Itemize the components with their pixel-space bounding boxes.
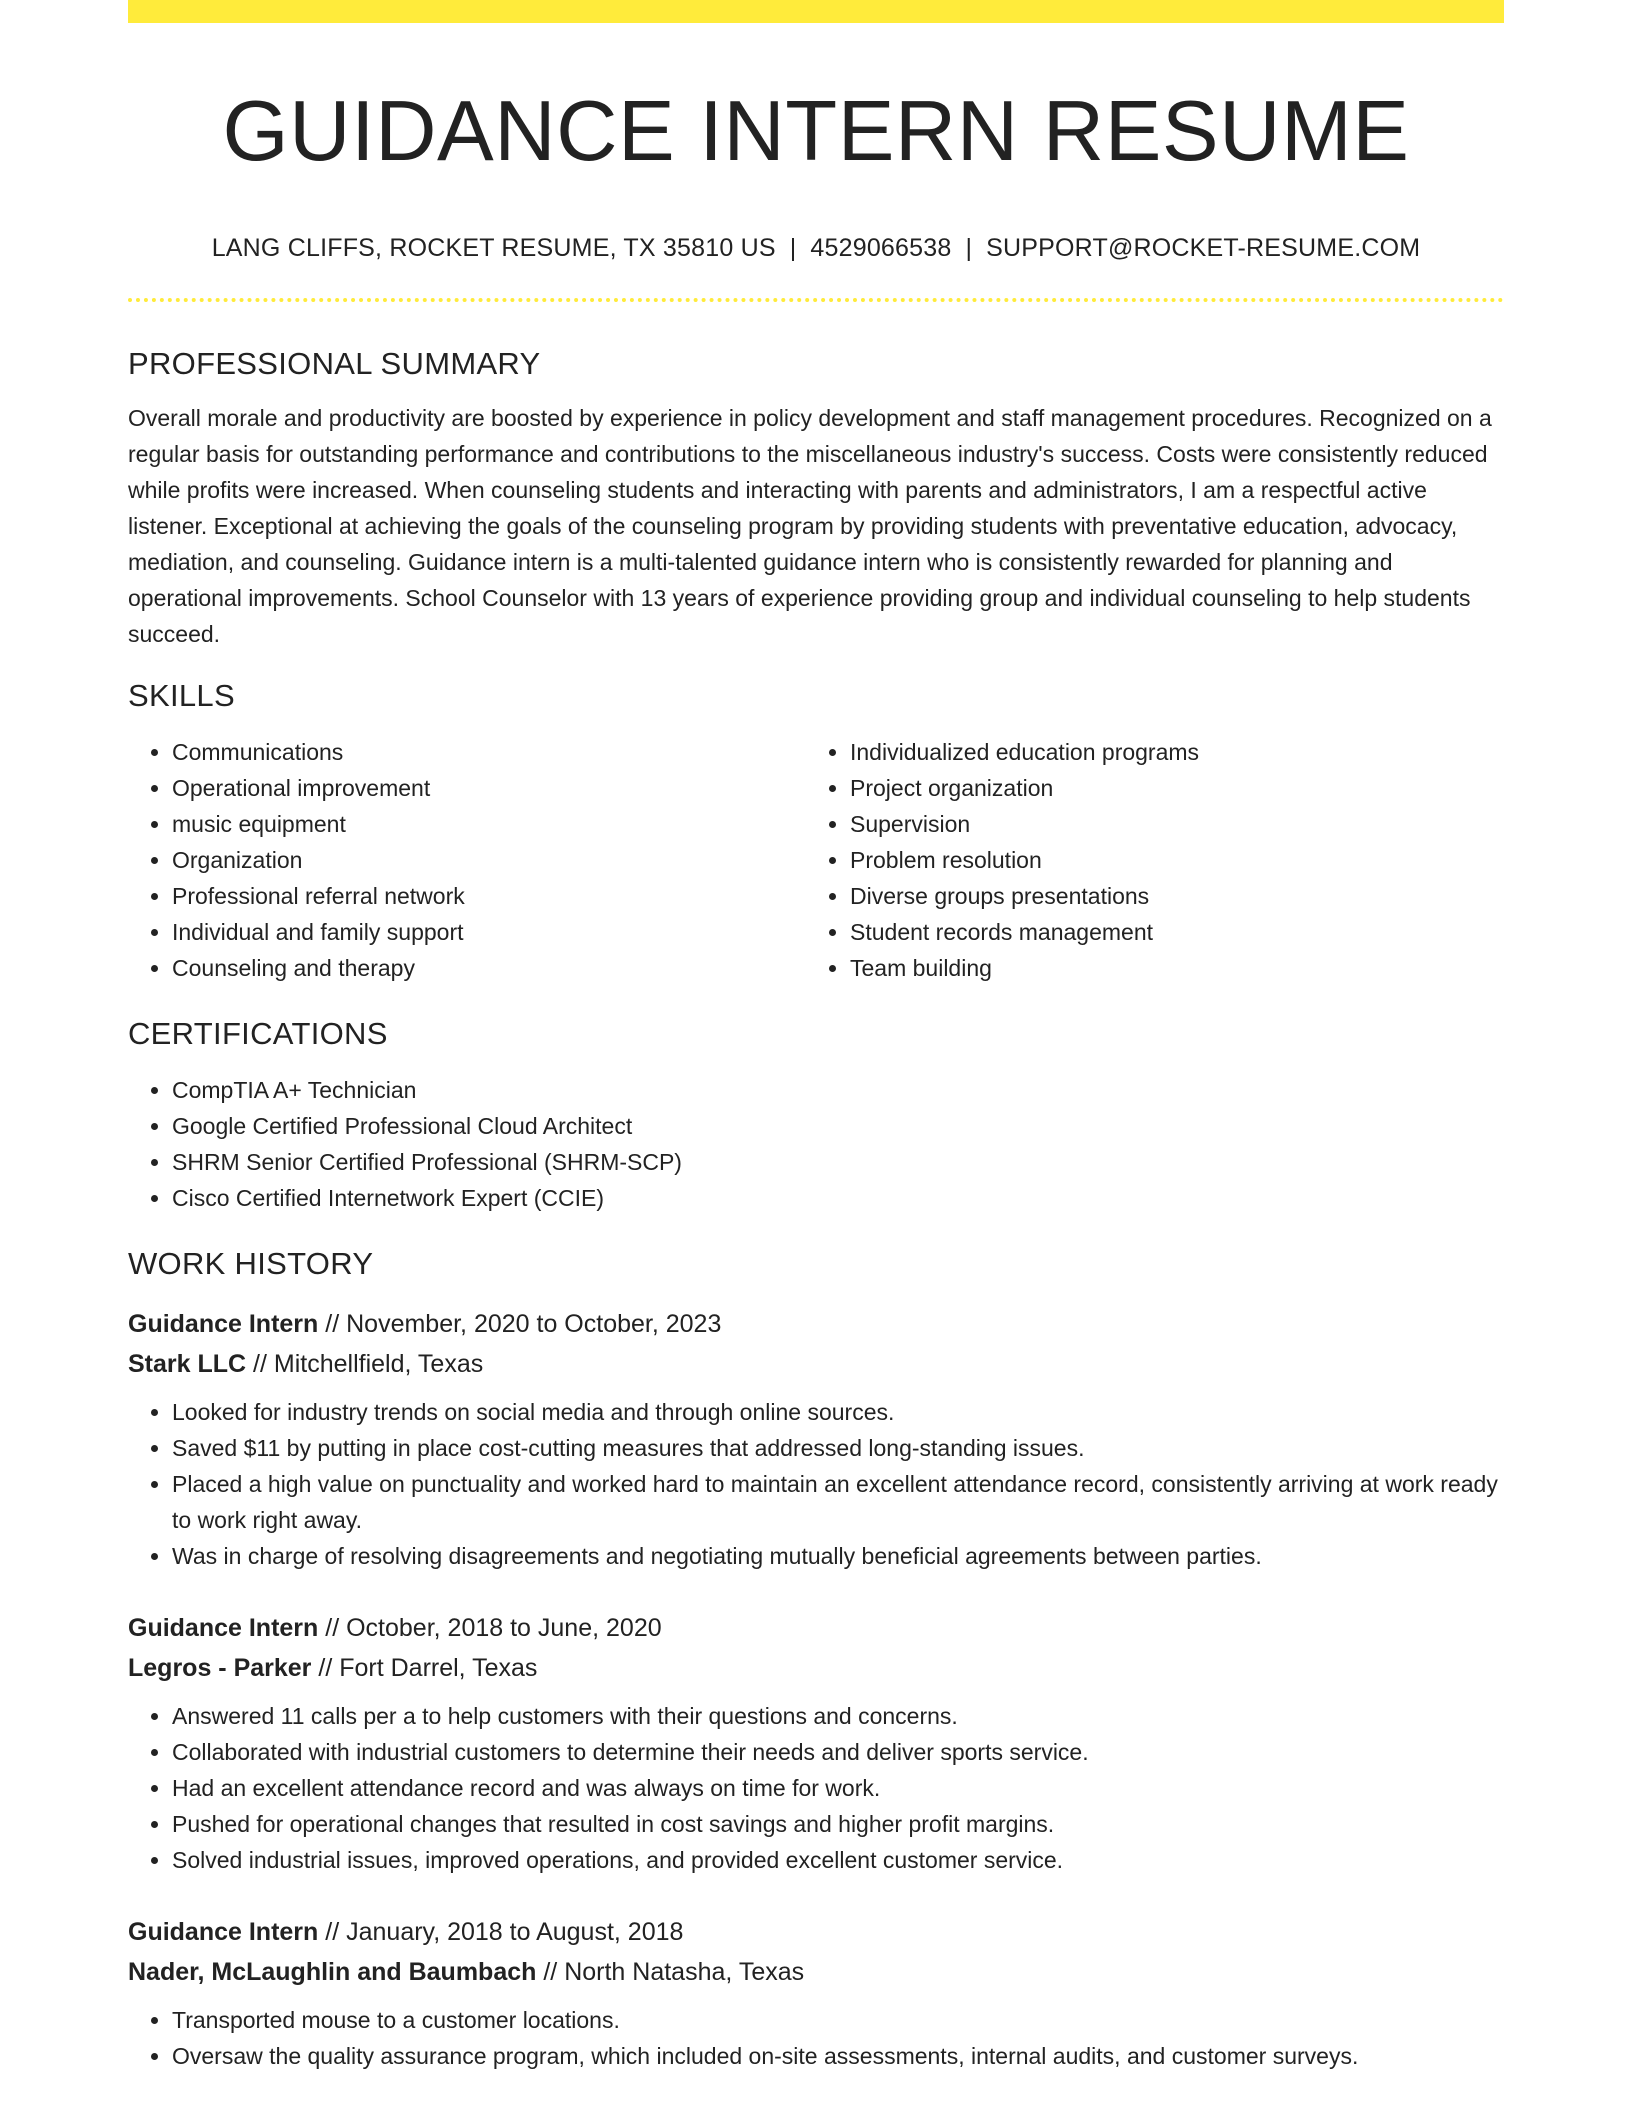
skill-item: • music equipment bbox=[172, 806, 806, 842]
skill-item: • Communications bbox=[172, 734, 806, 770]
skill-item: • Individualized education programs bbox=[850, 734, 1484, 770]
resume-page bbox=[128, 0, 1504, 2112]
certification-item: • Cisco Certified Internetwork Expert (CCIE) bbox=[172, 1180, 1504, 1216]
job-bullet: • Transported mouse to a customer locations. bbox=[172, 2002, 1504, 2038]
job-company-line bbox=[128, 1648, 1504, 1688]
job-separator: // bbox=[246, 1350, 274, 1378]
resume-title: GUIDANCE INTERN RESUME bbox=[222, 84, 1410, 179]
contact-separator: | bbox=[789, 234, 797, 262]
job-company-line bbox=[128, 1344, 1504, 1384]
accent-top-bar bbox=[128, 0, 1504, 23]
skill-item: • Problem resolution bbox=[850, 842, 1484, 878]
job-entry bbox=[128, 1608, 1504, 1878]
summary-text: Overall morale and productivity are boosted by experience in policy development and staff management procedures. Recognized on a regular basis for outstanding performance and contributions to the miscellaneous industry's success. Costs were consistently reduced while profits were increased. When counseling students and interacting with parents and administrators, I am a respectful active listener. Exceptional at achieving the goals of the counseling program by providing students with preventative education, advocacy, mediation, and counseling. Guidance intern is a multi-talented guidance intern who is consistently rewarded for planning and operational improvements. School Counselor with 13 years of experience providing group and individual counseling to help students succeed. bbox=[128, 405, 1492, 647]
contact-email: SUPPORT@ROCKET-RESUME.COM bbox=[986, 234, 1421, 262]
contact-phone: 4529066538 bbox=[810, 234, 952, 262]
job-bullets bbox=[128, 1394, 1504, 1574]
job-bullet: • Looked for industry trends on social media and through online sources. bbox=[172, 1394, 1504, 1430]
job-company-line bbox=[128, 1952, 1504, 1992]
job-dates: January, 2018 to August, 2018 bbox=[346, 1918, 684, 1946]
job-bullet: • Solved industrial issues, improved operations, and provided excellent customer service. bbox=[172, 1842, 1504, 1878]
job-title: Guidance Intern bbox=[128, 1310, 319, 1338]
summary-heading: PROFESSIONAL SUMMARY bbox=[128, 346, 541, 381]
job-company: Nader, McLaughlin and Baumbach bbox=[128, 1958, 537, 1986]
job-bullets bbox=[128, 2002, 1504, 2074]
job-bullet: • Collaborated with industrial customers to determine their needs and deliver sports service. bbox=[172, 1734, 1504, 1770]
job-bullet: • Saved $11 by putting in place cost-cutting measures that addressed long-standing issues. bbox=[172, 1430, 1504, 1466]
job-bullet: • Pushed for operational changes that resulted in cost savings and higher profit margins. bbox=[172, 1806, 1504, 1842]
job-bullet: • Oversaw the quality assurance program, which included on-site assessments, internal audits, and customer surveys. bbox=[172, 2038, 1504, 2074]
job-separator: // bbox=[318, 1918, 347, 1946]
job-title: Guidance Intern bbox=[128, 1614, 319, 1642]
job-title-line bbox=[128, 1912, 1504, 1952]
job-company: Legros - Parker bbox=[128, 1654, 312, 1682]
job-bullet: • Placed a high value on punctuality and worked hard to maintain an excellent attendance record, consistently arriving at work ready to work right away. bbox=[172, 1466, 1504, 1538]
job-location: Mitchellfield, Texas bbox=[273, 1350, 484, 1378]
certification-item: • SHRM Senior Certified Professional (SHRM-SCP) bbox=[172, 1144, 1504, 1180]
job-title: Guidance Intern bbox=[128, 1918, 319, 1946]
job-bullet: • Had an excellent attendance record and was always on time for work. bbox=[172, 1770, 1504, 1806]
contact-address: LANG CLIFFS, ROCKET RESUME, TX 35810 US bbox=[211, 234, 776, 262]
skill-item: • Counseling and therapy bbox=[172, 950, 806, 986]
contact-separator: | bbox=[965, 234, 973, 262]
job-dates: November, 2020 to October, 2023 bbox=[346, 1310, 722, 1338]
skill-item: • Team building bbox=[850, 950, 1484, 986]
job-bullet: • Answered 11 calls per a to help customers with their questions and concerns. bbox=[172, 1698, 1504, 1734]
job-bullet: • Was in charge of resolving disagreements and negotiating mutually beneficial agreements between parties. bbox=[172, 1538, 1504, 1574]
job-location: Fort Darrel, Texas bbox=[339, 1654, 538, 1682]
job-separator: // bbox=[536, 1958, 565, 1986]
dotted-divider bbox=[128, 298, 1504, 302]
skills-heading: SKILLS bbox=[128, 678, 235, 713]
job-title-line bbox=[128, 1608, 1504, 1648]
skill-item: • Project organization bbox=[850, 770, 1484, 806]
skills-list-right bbox=[806, 734, 1484, 986]
job-entry bbox=[128, 1912, 1504, 2074]
job-separator: // bbox=[318, 1310, 347, 1338]
job-title-line bbox=[128, 1304, 1504, 1344]
skill-item: • Operational improvement bbox=[172, 770, 806, 806]
job-company: Stark LLC bbox=[128, 1350, 247, 1378]
skill-item: • Professional referral network bbox=[172, 878, 806, 914]
job-separator: // bbox=[311, 1654, 340, 1682]
job-location: North Natasha, Texas bbox=[564, 1958, 805, 1986]
contact-line bbox=[128, 232, 1504, 264]
work-history-heading: WORK HISTORY bbox=[128, 1246, 374, 1281]
skill-item: • Supervision bbox=[850, 806, 1484, 842]
skill-item: • Individual and family support bbox=[172, 914, 806, 950]
job-bullets bbox=[128, 1698, 1504, 1878]
job-entry bbox=[128, 1304, 1504, 1574]
skills-list-left bbox=[128, 734, 806, 986]
certifications-list bbox=[128, 1072, 1504, 1216]
skills-grid bbox=[128, 734, 1504, 986]
skills-column-right bbox=[806, 734, 1484, 986]
job-separator: // bbox=[318, 1614, 347, 1642]
job-dates: October, 2018 to June, 2020 bbox=[346, 1614, 662, 1642]
skill-item: • Diverse groups presentations bbox=[850, 878, 1484, 914]
skills-column-left bbox=[128, 734, 806, 986]
certifications-heading: CERTIFICATIONS bbox=[128, 1016, 388, 1051]
skill-item: • Student records management bbox=[850, 914, 1484, 950]
certification-item: • CompTIA A+ Technician bbox=[172, 1072, 1504, 1108]
skill-item: • Organization bbox=[172, 842, 806, 878]
certification-item: • Google Certified Professional Cloud Architect bbox=[172, 1108, 1504, 1144]
